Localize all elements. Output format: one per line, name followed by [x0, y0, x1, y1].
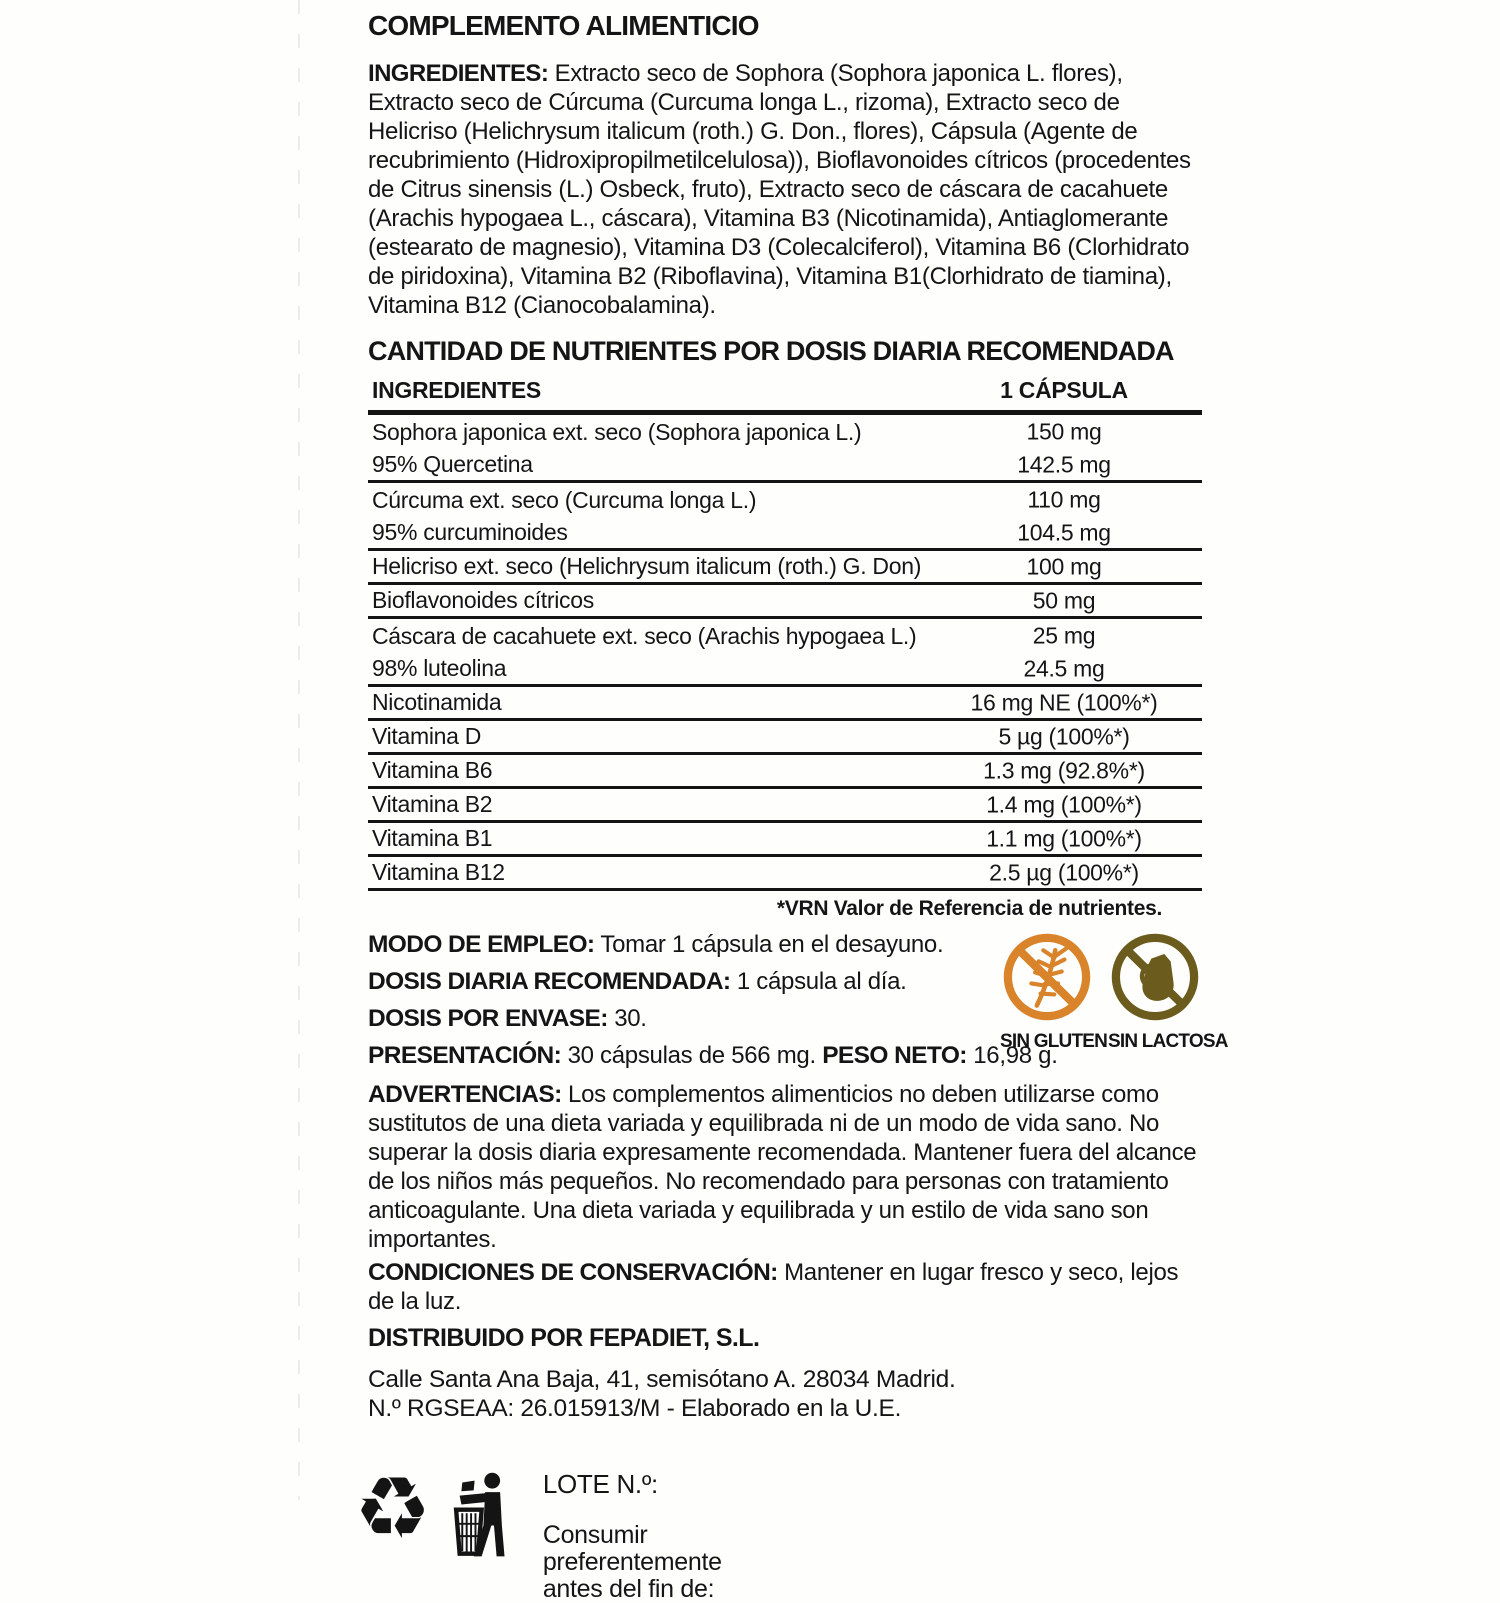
distributor-title: DISTRIBUIDO POR FEPADIET, S.L.	[368, 1324, 760, 1352]
distributor-registry: N.º RGSEAA: 26.015913/M - Elaborado en la U.E.	[368, 1395, 902, 1422]
row-name: Vitamina B2	[372, 791, 493, 817]
column-header-amount: 1 CÁPSULA	[1000, 377, 1128, 403]
row-name: Vitamina B12	[372, 859, 505, 885]
sin-lactosa-icon	[1109, 1010, 1201, 1027]
sin-lactosa-caption: SIN LACTOSA	[1108, 1031, 1228, 1052]
row-value: 2.5 µg (100%*)	[989, 859, 1139, 885]
ingredients-text: Extracto seco de Sophora (Sophora japonica L. flores), Extracto seco de Cúrcuma (Curcuma longa L., rizoma), Extracto seco de Helicriso (Helichrysum italicum (roth.) G. Don., flores), Cápsula (Agente de recubrimiento (Hidroxipropilmetilcelulosa)), Bioflavonoides cítricos (procedentes de Citrus sinensis (L.) Osbeck, fruto), Extracto seco de cáscara de cacahuete (Arachis hypogaea L., cáscara), Vitamina B3 (Nicotinamida), Antiaglomerante (estearato de magnesio), Vitamina D3 (Colecalciferol), Vitamina B6 (Clorhidrato de piridoxina), Vitamina B2 (Riboflavina), Vitamina B1(Clorhidrato de tiamina), Vitamina B12 (Cianocobalamina).	[368, 60, 1191, 319]
row-value: 1.1 mg (100%*)	[986, 825, 1142, 851]
presentacion-text: 30 cápsulas de 566 mg.	[561, 1042, 823, 1069]
consume-line: Consumir	[542, 1521, 648, 1549]
table-row	[368, 449, 1202, 483]
warnings-paragraph	[368, 1080, 1202, 1254]
table-row	[368, 415, 1202, 449]
ingredients-paragraph	[368, 59, 1202, 320]
sin-gluten-caption: SIN GLUTEN	[1000, 1031, 1108, 1052]
table-row	[368, 517, 1202, 551]
ingredients-label: INGREDIENTES:	[368, 60, 549, 87]
table-row	[368, 721, 1202, 755]
table-row	[368, 857, 1202, 891]
dosis-diaria-text: 1 cápsula al día.	[730, 968, 907, 995]
row-value: 150 mg	[1026, 418, 1102, 445]
storage-text: Mantener en lugar fresco y seco, lejos de la luz.	[368, 1259, 1179, 1315]
row-value: 1.3 mg (92.8%*)	[983, 757, 1145, 783]
table-row	[368, 789, 1202, 823]
table-row	[368, 551, 1202, 585]
distributor-address: Calle Santa Ana Baja, 41, semisótano A. 28034 Madrid.	[368, 1366, 956, 1393]
row-value: 5 µg (100%*)	[998, 723, 1130, 749]
sin-gluten-icon	[1001, 1010, 1093, 1027]
table-row	[368, 653, 1202, 687]
table-row	[368, 483, 1202, 517]
sin-gluten-badge	[1000, 931, 1108, 1053]
row-value: 142.5 mg	[1017, 451, 1111, 477]
peso-neto-label: PESO NETO:	[822, 1042, 967, 1069]
row-name: Nicotinamida	[372, 689, 502, 715]
footer-section	[354, 1459, 1202, 1603]
nutrients-table-title: CANTIDAD DE NUTRIENTES POR DOSIS DIARIA RECOMENDADA	[368, 336, 1174, 366]
row-value: 104.5 mg	[1017, 519, 1111, 545]
row-name: Sophora japonica ext. seco (Sophora japonica L.)	[372, 418, 862, 445]
dosis-diaria-label: DOSIS DIARIA RECOMENDADA:	[368, 968, 731, 995]
table-row	[368, 823, 1202, 857]
lote-label: LOTE N.º:	[542, 1469, 658, 1499]
recycle-icon: ♻	[354, 1459, 431, 1559]
table-row	[368, 585, 1202, 619]
row-name: 95% Quercetina	[372, 451, 533, 477]
modo-de-empleo-text: Tomar 1 cápsula en el desayuno.	[594, 931, 944, 958]
table-row	[368, 687, 1202, 721]
sin-lactosa-badge	[1108, 931, 1228, 1053]
consume-line: antes del fin de:	[542, 1575, 715, 1603]
row-value: 110 mg	[1027, 486, 1101, 513]
tidyman-icon	[447, 1471, 511, 1564]
dosis-envase-label: DOSIS POR ENVASE:	[368, 1005, 608, 1032]
row-value: 24.5 mg	[1023, 655, 1105, 681]
row-name: Helicriso ext. seco (Helichrysum italicum (roth.) G. Don)	[372, 553, 922, 579]
row-value: 100 mg	[1026, 553, 1102, 579]
row-name: Cúrcuma ext. seco (Curcuma longa L.)	[372, 486, 757, 513]
usage-section	[368, 931, 1228, 1070]
warnings-text: Los complementos alimenticios no deben utilizarse como sustitutos de una dieta variada y equilibrada ni de un modo de vida sano. No superar la dosis diaria expresamente recomendada. Mantener fuera del alcance de los niños más pequeños. No recomendado para personas con tratamiento anticoagulante. Una dieta variada y equilibrada y un estilo de vida sano son importantes.	[368, 1081, 1197, 1253]
nutrients-table	[368, 375, 1202, 891]
row-value: 25 mg	[1032, 622, 1096, 649]
table-row	[368, 619, 1202, 653]
table-row	[368, 755, 1202, 789]
nutrients-table-header	[368, 375, 1202, 415]
row-name: Vitamina B6	[372, 757, 493, 783]
vrn-footnote: *VRN Valor de Referencia de nutrientes.	[776, 897, 1162, 920]
presentacion-label: PRESENTACIÓN:	[368, 1042, 562, 1069]
peso-neto-text: 16,98 g.	[966, 1042, 1058, 1069]
page-title: COMPLEMENTO ALIMENTICIO	[368, 10, 759, 41]
row-value: 16 mg NE (100%*)	[970, 689, 1158, 715]
modo-de-empleo-label: MODO DE EMPLEO:	[368, 931, 595, 958]
certification-badges	[1000, 931, 1228, 1053]
row-name: 95% curcuminoides	[372, 519, 568, 545]
footer-text	[543, 1469, 722, 1603]
row-name: 98% luteolina	[372, 655, 507, 681]
row-name: Vitamina D	[372, 723, 482, 749]
row-name: Cáscara de cacahuete ext. seco (Arachis hypogaea L.)	[372, 622, 917, 649]
label-fold-line	[298, 0, 300, 1500]
dosis-envase-text: 30.	[607, 1005, 647, 1032]
storage-paragraph	[368, 1258, 1202, 1316]
row-name: Bioflavonoides cítricos	[372, 587, 594, 613]
warnings-label: ADVERTENCIAS:	[368, 1081, 562, 1108]
column-header-ingredients: INGREDIENTES	[372, 377, 541, 403]
label-content	[354, 10, 1228, 1603]
row-value: 1.4 mg (100%*)	[986, 791, 1142, 817]
row-value: 50 mg	[1032, 587, 1096, 613]
consume-line: preferentemente	[542, 1548, 722, 1576]
storage-label: CONDICIONES DE CONSERVACIÓN:	[368, 1259, 778, 1286]
row-name: Vitamina B1	[372, 825, 493, 851]
